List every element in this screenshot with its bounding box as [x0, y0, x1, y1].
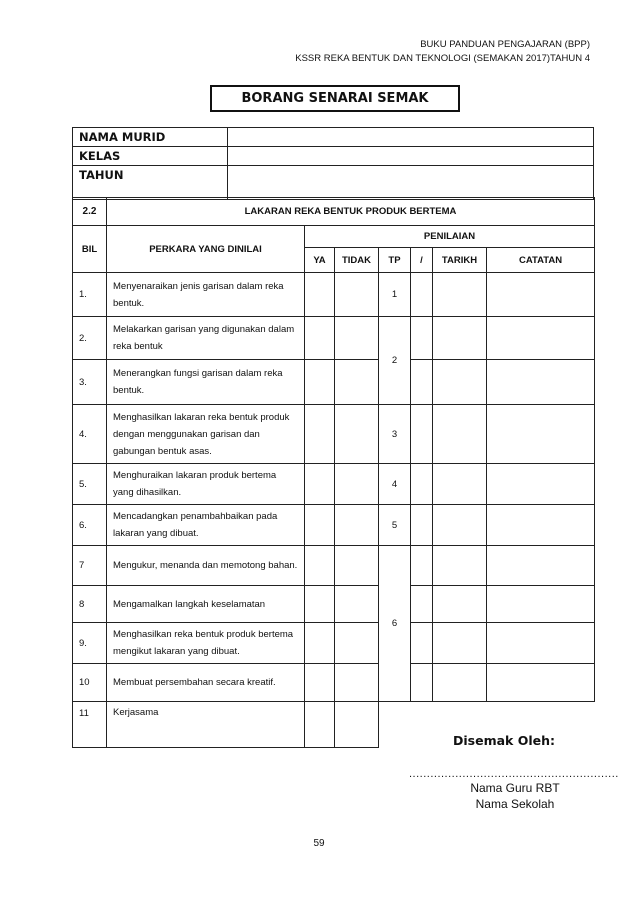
info-label-tahun: TAHUN: [73, 166, 228, 200]
cell-tarikh[interactable]: [433, 664, 487, 702]
document-header: [295, 38, 590, 66]
info-value-nama[interactable]: [228, 128, 594, 147]
cell-slash[interactable]: [411, 273, 433, 317]
cell-catatan[interactable]: [487, 360, 595, 405]
cell-tarikh[interactable]: [433, 273, 487, 317]
cell-slash[interactable]: [411, 405, 433, 464]
cell-tidak[interactable]: [335, 702, 379, 748]
cell-catatan[interactable]: [487, 623, 595, 664]
row-bil: 7: [73, 546, 107, 586]
row-perkara: Mengamalkan langkah keselamatan: [107, 586, 305, 623]
row-perkara: Mencadangkan penambahbaikan pada lakaran yang dibuat.: [107, 505, 305, 546]
info-value-kelas[interactable]: [228, 147, 594, 166]
col-header-catatan: CATATAN: [487, 248, 595, 273]
cell-tarikh[interactable]: [433, 464, 487, 505]
col-header-bil: BIL: [73, 226, 107, 273]
row-perkara: Menghuraikan lakaran produk bertema yang dihasilkan.: [107, 464, 305, 505]
cell-catatan[interactable]: [487, 546, 595, 586]
cell-tidak[interactable]: [335, 586, 379, 623]
tp-cell: 5: [379, 505, 411, 546]
row-perkara: Menyenaraikan jenis garisan dalam reka bentuk.: [107, 273, 305, 317]
school-name: Nama Sekolah: [475, 797, 555, 811]
cell-tidak[interactable]: [335, 623, 379, 664]
row-perkara: Mengukur, menanda dan memotong bahan.: [107, 546, 305, 586]
row-perkara: Melakarkan garisan yang digunakan dalam reka bentuk: [107, 317, 305, 360]
row-perkara: Menerangkan fungsi garisan dalam reka bentuk.: [107, 360, 305, 405]
header-line-2: KSSR REKA BENTUK DAN TEKNOLOGI (SEMAKAN 2017)TAHUN 4: [295, 53, 590, 64]
cell-tidak[interactable]: [335, 317, 379, 360]
row-bil: 5.: [73, 464, 107, 505]
cell-slash[interactable]: [411, 623, 433, 664]
col-header-penilaian: PENILAIAN: [305, 226, 595, 248]
cell-tidak[interactable]: [335, 546, 379, 586]
signature-line: ...........................................................: [409, 768, 619, 780]
cell-tidak[interactable]: [335, 405, 379, 464]
cell-slash[interactable]: [411, 664, 433, 702]
col-header-tidak: TIDAK: [335, 248, 379, 273]
col-header-tp: TP: [379, 248, 411, 273]
row-perkara: Membuat persembahan secara kreatif.: [107, 664, 305, 702]
cell-catatan[interactable]: [487, 505, 595, 546]
student-info-table: [72, 127, 594, 200]
tp-cell: 3: [379, 405, 411, 464]
cell-catatan[interactable]: [487, 273, 595, 317]
cell-ya[interactable]: [305, 546, 335, 586]
row-perkara: Kerjasama: [107, 702, 305, 748]
cell-ya[interactable]: [305, 664, 335, 702]
cell-tarikh[interactable]: [433, 360, 487, 405]
cell-ya[interactable]: [305, 586, 335, 623]
header-line-1: BUKU PANDUAN PENGAJARAN (BPP): [420, 39, 590, 50]
disemak-label: Disemak Oleh:: [453, 733, 555, 748]
cell-ya[interactable]: [305, 623, 335, 664]
section-number: 2.2: [73, 198, 107, 226]
info-value-tahun[interactable]: [228, 166, 594, 200]
tp-cell: 1: [379, 273, 411, 317]
cell-catatan[interactable]: [487, 464, 595, 505]
col-header-tarikh: TARIKH: [433, 248, 487, 273]
cell-slash[interactable]: [411, 586, 433, 623]
cell-tarikh[interactable]: [433, 505, 487, 546]
cell-ya[interactable]: [305, 702, 335, 748]
row-bil: 3.: [73, 360, 107, 405]
row-bil: 8: [73, 586, 107, 623]
signature-block: [395, 733, 619, 812]
section-title: LAKARAN REKA BENTUK PRODUK BERTEMA: [107, 198, 595, 226]
row-bil: 4.: [73, 405, 107, 464]
row-perkara: Menghasilkan lakaran reka bentuk produk dengan menggunakan garisan dan gabungan bentuk asas.: [107, 405, 305, 464]
checklist-table: [72, 197, 595, 748]
col-header-perkara: PERKARA YANG DINILAI: [107, 226, 305, 273]
page-number: 59: [313, 838, 325, 849]
cell-tidak[interactable]: [335, 273, 379, 317]
form-title: BORANG SENARAI SEMAK: [210, 85, 460, 112]
cell-slash[interactable]: [411, 505, 433, 546]
cell-tarikh[interactable]: [433, 405, 487, 464]
cell-slash[interactable]: [411, 360, 433, 405]
row-bil: 6.: [73, 505, 107, 546]
cell-tidak[interactable]: [335, 664, 379, 702]
cell-ya[interactable]: [305, 317, 335, 360]
cell-ya[interactable]: [305, 273, 335, 317]
cell-tarikh[interactable]: [433, 546, 487, 586]
cell-tarikh[interactable]: [433, 317, 487, 360]
row-bil: 11: [73, 702, 107, 748]
tp-cell: 4: [379, 464, 411, 505]
cell-ya[interactable]: [305, 505, 335, 546]
col-header-slash: /: [411, 248, 433, 273]
row-perkara: Menghasilkan reka bentuk produk bertema mengikut lakaran yang dibuat.: [107, 623, 305, 664]
row-bil: 2.: [73, 317, 107, 360]
cell-ya[interactable]: [305, 360, 335, 405]
cell-tidak[interactable]: [335, 360, 379, 405]
info-label-nama: NAMA MURID: [73, 128, 228, 147]
tp-cell: 6: [379, 546, 411, 702]
cell-ya[interactable]: [305, 405, 335, 464]
cell-slash[interactable]: [411, 317, 433, 360]
row-bil: 10: [73, 664, 107, 702]
row-bil: 9.: [73, 623, 107, 664]
cell-slash[interactable]: [411, 546, 433, 586]
cell-tarikh[interactable]: [433, 586, 487, 623]
col-header-ya: YA: [305, 248, 335, 273]
teacher-name: Nama Guru RBT: [470, 781, 560, 795]
cell-tidak[interactable]: [335, 464, 379, 505]
cell-slash[interactable]: [411, 464, 433, 505]
cell-catatan[interactable]: [487, 586, 595, 623]
cell-catatan[interactable]: [487, 317, 595, 360]
cell-catatan[interactable]: [487, 664, 595, 702]
cell-catatan[interactable]: [487, 405, 595, 464]
cell-ya[interactable]: [305, 464, 335, 505]
cell-tarikh[interactable]: [433, 623, 487, 664]
row-bil: 1.: [73, 273, 107, 317]
tp-cell: 2: [379, 317, 411, 405]
cell-tidak[interactable]: [335, 505, 379, 546]
info-label-kelas: KELAS: [73, 147, 228, 166]
